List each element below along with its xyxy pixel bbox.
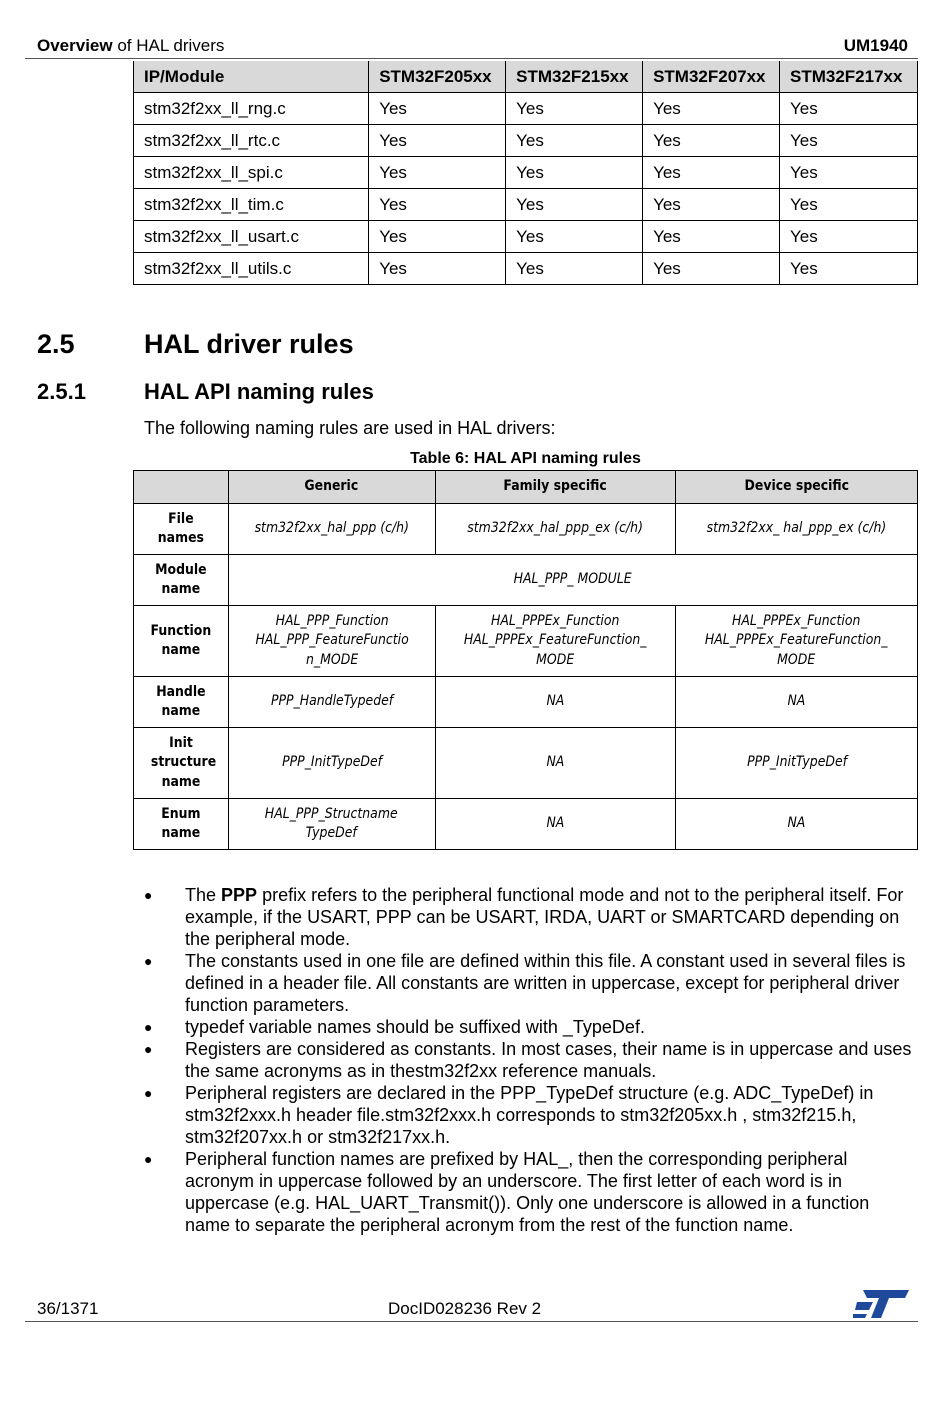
table-cell: Yes: [643, 157, 780, 189]
table-cell: Yes: [780, 253, 918, 285]
cell-text: [255, 612, 408, 671]
list-item-text: The constants used in one file are defined within this file. A constant used in several files is defined in a header file. All constants are written in uppercase, except for peripheral driver function parameters.: [185, 951, 906, 1015]
table-cell: Yes: [780, 189, 918, 221]
column-header: STM32F215xx: [506, 61, 643, 93]
table-cell: Yes: [369, 221, 506, 253]
table-cell: [676, 606, 918, 677]
naming-rules-table: [133, 470, 918, 850]
table-cell: Yes: [506, 253, 643, 285]
list-item: [144, 884, 914, 950]
table-caption: Table 6: HAL API naming rules: [410, 450, 641, 467]
column-header: [435, 471, 676, 504]
cell-text: [705, 612, 888, 671]
row-header: [134, 799, 229, 850]
bullet-icon: ●: [144, 887, 153, 903]
cell-line: MODE: [536, 651, 575, 668]
table-header-row: [134, 471, 918, 504]
subsection-number: 2.5.1: [37, 379, 86, 404]
section-title: HAL driver rules: [144, 329, 354, 359]
table-cell: [435, 504, 676, 555]
row-header: [134, 728, 229, 799]
cell-text: PPP_HandleTypedef: [270, 693, 393, 710]
table-row: [134, 728, 918, 799]
table-cell: [228, 606, 435, 677]
list-item-emphasis: PPP: [221, 885, 258, 905]
column-header: STM32F205xx: [369, 61, 506, 93]
cell-line: HAL_PPPEx_Function: [732, 612, 861, 629]
row-header-text: Function name: [150, 622, 212, 658]
row-header: [134, 555, 229, 606]
column-header-text: Device specific: [744, 478, 849, 495]
bullet-icon: ●: [144, 1151, 153, 1167]
list-item-text: The: [185, 885, 222, 905]
row-header-text: Handle name: [156, 683, 206, 719]
row-header: [134, 677, 229, 728]
table-cell: [228, 677, 435, 728]
table-cell: Yes: [506, 221, 643, 253]
cell-text: NA: [546, 754, 565, 771]
logo-shape: [855, 1302, 873, 1310]
cell-text: PPP_InitTypeDef: [746, 754, 847, 771]
table-cell: Yes: [506, 125, 643, 157]
column-header: [134, 471, 229, 504]
st-logo: [853, 1288, 909, 1325]
list-item-text: Registers are considered as constants. In most cases, their name is in uppercase and uses the same acronyms as in thestm32f2xx reference manuals.: [185, 1039, 912, 1081]
column-header-text: Generic: [304, 478, 359, 495]
cell-line: HAL_PPPEx_Function: [491, 612, 620, 629]
table-cell: Yes: [369, 253, 506, 285]
document-id: DocID028236 Rev 2: [388, 1299, 542, 1318]
cell-text: HAL_PPP_ MODULE: [513, 571, 632, 588]
row-header-text: Enum name: [161, 805, 201, 841]
table-cell: [676, 504, 918, 555]
table-cell: Yes: [506, 157, 643, 189]
table-cell: stm32f2xx_ll_rng.c: [134, 93, 369, 125]
table-cell: Yes: [643, 189, 780, 221]
table-row: [134, 555, 918, 606]
table-cell: Yes: [506, 189, 643, 221]
table-cell: Yes: [780, 221, 918, 253]
logo-shape: [853, 1314, 867, 1318]
cell-text: stm32f2xx_hal_ppp_ex (c/h): [467, 520, 644, 537]
header-doc-code: UM1940: [843, 36, 908, 55]
module-availability-table: [133, 61, 918, 285]
cell-line: HAL_PPP_Function: [275, 612, 389, 629]
table-cell: [228, 799, 435, 850]
table-row: [134, 157, 918, 189]
cell-text: stm32f2xx_ hal_ppp_ex (c/h): [706, 520, 887, 537]
row-header: [134, 504, 229, 555]
row-header: [134, 606, 229, 677]
table-row: [134, 93, 918, 125]
cell-text: [464, 612, 647, 671]
table-cell: Yes: [780, 93, 918, 125]
table-cell: Yes: [369, 93, 506, 125]
table-cell: Yes: [369, 189, 506, 221]
table-cell: Yes: [780, 157, 918, 189]
header-section-bold: Overview: [37, 36, 113, 55]
row-header-text: Module name: [155, 561, 207, 597]
table-row: [134, 606, 918, 677]
page-number: 36/1371: [37, 1299, 99, 1318]
section-number: 2.5: [37, 329, 75, 359]
bullet-icon: ●: [144, 1019, 153, 1035]
cell-text: NA: [546, 815, 565, 832]
cell-text: NA: [787, 693, 806, 710]
table-cell: [228, 728, 435, 799]
table-row: [134, 504, 918, 555]
cell-line: TypeDef: [306, 825, 358, 841]
table-cell: Yes: [643, 253, 780, 285]
cell-line: HAL_PPP_FeatureFunctio: [255, 632, 409, 649]
table-cell: stm32f2xx_ll_utils.c: [134, 253, 369, 285]
table-cell: stm32f2xx_ll_tim.c: [134, 189, 369, 221]
row-header-text: Init structure name: [150, 734, 217, 790]
table-row: [134, 677, 918, 728]
cell-line: HAL_PPPEx_FeatureFunction_: [705, 632, 888, 649]
footer-rule: [25, 1321, 918, 1322]
table-cell: [228, 504, 435, 555]
column-header-text: Family specific: [503, 478, 608, 495]
table-cell: [676, 728, 918, 799]
cell-line: HAL_PPP_Structname: [265, 805, 399, 822]
column-header: IP/Module: [134, 61, 369, 93]
table-header-row: [134, 61, 918, 93]
row-header-text: File names: [157, 510, 204, 546]
column-header: [228, 471, 435, 504]
table-cell: Yes: [643, 125, 780, 157]
header-section-rest: of HAL drivers: [112, 36, 225, 55]
bullet-icon: ●: [144, 1085, 153, 1101]
list-item-text: Peripheral registers are declared in the PPP_TypeDef structure (e.g. ADC_TypeDef) in stm32f2xxx.h header file.stm32f2xxx.h corresponds to stm32f205xx.h , stm32f215.h, stm32f207xx.h or stm32f217xx.h.: [185, 1083, 874, 1147]
cell-text: PPP_InitTypeDef: [281, 754, 382, 771]
list-item: [144, 1038, 914, 1082]
table-cell: Yes: [643, 221, 780, 253]
cell-text: [265, 805, 398, 844]
bullet-icon: ●: [144, 953, 153, 969]
table-row: [134, 799, 918, 850]
cell-line: n_MODE: [305, 651, 358, 668]
header-rule: [25, 58, 918, 59]
cell-line: MODE: [777, 651, 816, 668]
cell-text: stm32f2xx_hal_ppp (c/h): [254, 520, 409, 537]
table-row: [134, 125, 918, 157]
table-cell: stm32f2xx_ll_spi.c: [134, 157, 369, 189]
list-item: [144, 1082, 914, 1148]
table-cell: [435, 606, 676, 677]
table-cell: [676, 799, 918, 850]
table-cell: [435, 677, 676, 728]
table-cell: [435, 728, 676, 799]
table-row: [134, 189, 918, 221]
column-header: STM32F207xx: [643, 61, 780, 93]
list-item-text: typedef variable names should be suffixed with _TypeDef.: [185, 1017, 645, 1037]
list-item: [144, 1016, 914, 1038]
naming-rules-list: [144, 884, 914, 1236]
column-header: STM32F217xx: [780, 61, 918, 93]
table-cell: stm32f2xx_ll_usart.c: [134, 221, 369, 253]
list-item-text: Peripheral function names are prefixed by HAL_, then the corresponding peripheral acronym in uppercase followed by an underscore. The first letter of each word is in uppercase (e.g. HAL_UART_Transmit()). Only one underscore is allowed in a function name to separate the peripheral acronym from the rest of the function name.: [185, 1149, 870, 1235]
table-cell: Yes: [506, 93, 643, 125]
subsection-title: HAL API naming rules: [144, 379, 374, 404]
table-cell: Yes: [780, 125, 918, 157]
bullet-icon: ●: [144, 1041, 153, 1057]
list-item-text: prefix refers to the peripheral functional mode and not to the peripheral itself. For example, if the USART, PPP can be USART, IRDA, UART or SMARTCARD depending on the peripheral mode.: [185, 885, 904, 949]
column-header: [676, 471, 918, 504]
table-cell: stm32f2xx_ll_rtc.c: [134, 125, 369, 157]
cell-line: HAL_PPPEx_FeatureFunction_: [464, 632, 647, 649]
table-row: [134, 221, 918, 253]
table-cell: Yes: [369, 125, 506, 157]
list-item: [144, 950, 914, 1016]
intro-paragraph: The following naming rules are used in HAL drivers:: [144, 418, 556, 438]
table-cell: Yes: [643, 93, 780, 125]
cell-text: NA: [546, 693, 565, 710]
list-item: [144, 1148, 914, 1236]
table-cell: [228, 555, 917, 606]
st-logo-icon: [853, 1288, 909, 1320]
table-cell: Yes: [369, 157, 506, 189]
table-cell: [676, 677, 918, 728]
running-header: [37, 36, 224, 56]
table-row: [134, 253, 918, 285]
table-cell: [435, 799, 676, 850]
cell-text: NA: [787, 815, 806, 832]
